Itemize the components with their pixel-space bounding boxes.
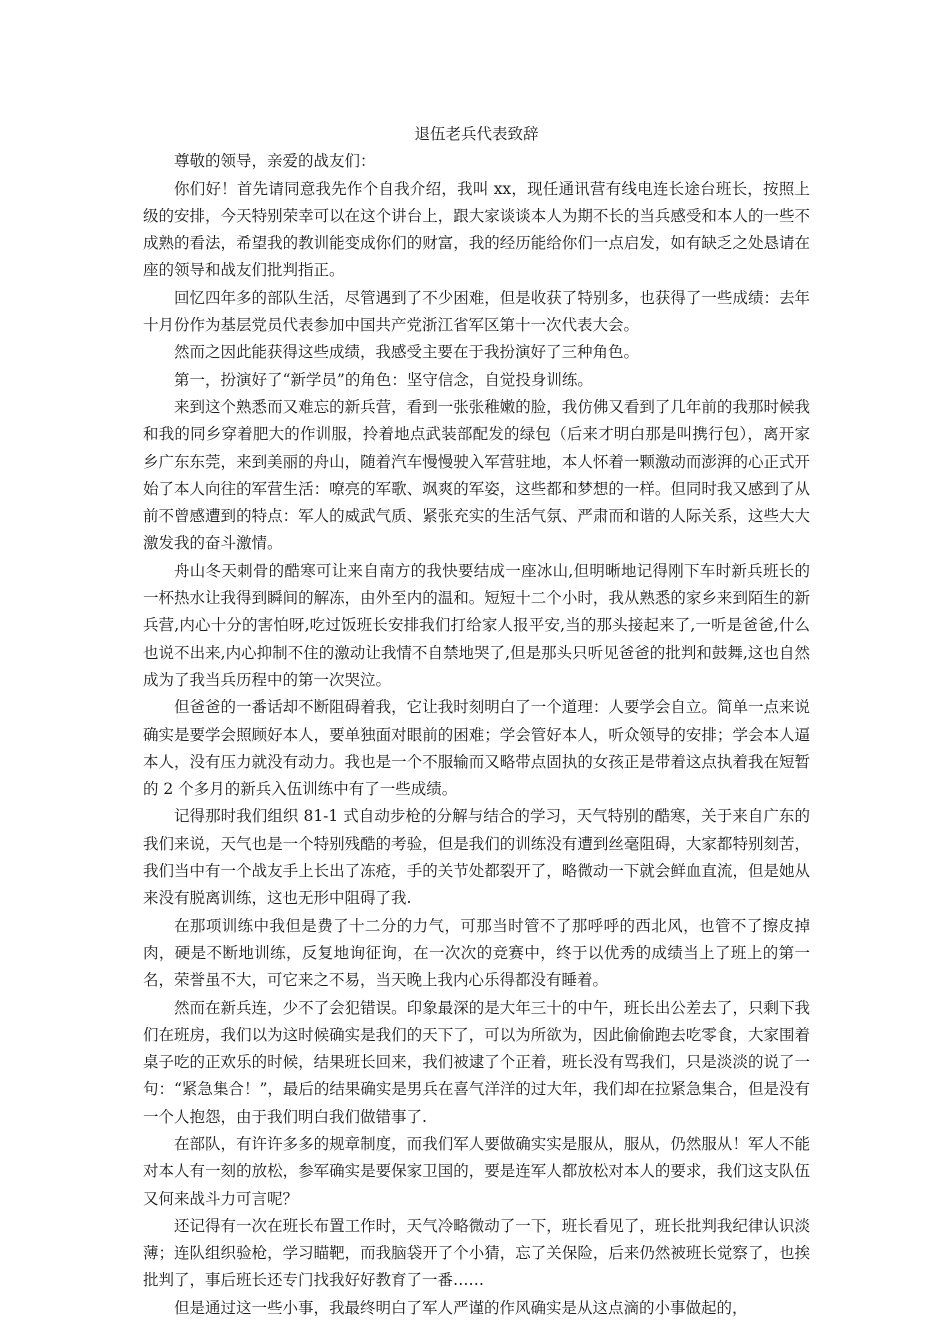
paragraph-5: 来到这个熟悉而又难忘的新兵营，看到一张张稚嫩的脸，我仿佛又看到了几年前的我那时候我和我的同乡穿着肥大的作训服，拎着地点武装部配发的绿包（后来才明白那是叫携行包），离开家乡广东东莞，来到美丽的舟山，随着汽车慢慢驶入军营驻地，本人怀着一颗激动而澎湃的心正式开始了本人向往的军营生活：嘹亮的军歌、飒爽的军姿，这些都和梦想的一样。但同时我又感到了从前不曾感遭到的特点：军人的威武气质、紧张充实的生活气氛、严肃而和谐的人际关系，这些大大激发我的奋斗激情。 xyxy=(143,397,810,553)
document-body xyxy=(143,121,810,1322)
paragraph-3: 然而之因此能获得这些成绩，我感受主要在于我扮演好了三种角色。 xyxy=(174,343,640,362)
paragraph-10: 然而在新兵连，少不了会犯错误。印象最深的是大年三十的中午，班长出公差去了，只剩下我们在班房，我们以为这时候确实是我们的天下了，可以为所欲为，因此偷偷跑去吃零食，大家围着桌子吃的正欢乐的时候，结果班长回来，我们被逮了个正着，班长没有骂我们，只是淡淡的说了一句：“紧急集合！”，最后的结果确实是男兵在喜气洋洋的过大年，我们却在拉紧急集合，但是没有一个人抱怨，由于我们明白我们做错事了. xyxy=(143,998,810,1126)
salutation: 尊敬的领导，亲爱的战友们： xyxy=(174,152,376,171)
paragraph-9: 在那项训练中我但是费了十二分的力气，可那当时管不了那呼呼的西北风，也管不了擦皮掉肉，硬是不断地训练，反复地询征询，在一次次的竞赛中，终于以优秀的成绩当上了班上的第一名，荣誉虽不大，可它来之不易，当天晚上我内心乐得都没有睡着。 xyxy=(143,916,810,990)
paragraph-8: 记得那时我们组织 81-1 式自动步枪的分解与结合的学习，天气特别的酷寒，关于来自广东的我们来说，天气也是一个特别残酷的考验，但是我们的训练没有遭到丝毫阻碍，大家都特别刻苦，我们当中有一个战友手上长出了冻疮，手的关节处都裂开了，略微动一下就会鲜血直流，但是她从来没有脱离训练，这也无形中阻碍了我. xyxy=(143,807,810,908)
paragraph-4: 第一，扮演好了“新学员”的角色：坚守信念，自觉投身训练。 xyxy=(174,370,593,389)
paragraph-1: 你们好！首先请同意我先作个自我介绍，我叫 xx，现任通讯营有线电连长途台班长，按照上级的安排，今天特别荣幸可以在这个讲台上，跟大家谈谈本人为期不长的当兵感受和本人的一些不成熟的看法，希望我的教训能变成你们的财富，我的经历能给你们一点启发，如有缺乏之处恳请在座的领导和战友们批判指正。 xyxy=(143,179,810,280)
paragraph-12: 还记得有一次在班长布置工作时，天气冷略微动了一下，班长看见了，班长批判我纪律认识淡薄；连队组织验枪，学习瞄靶，而我脑袋开了个小猜，忘了关保险，后来仍然被班长觉察了，也挨批判了，事后班长还专门找我好好教育了一番…… xyxy=(143,1216,810,1290)
paragraph-13: 但是通过这一些小事，我最终明白了军人严谨的作风确实是从这点滴的小事做起的， xyxy=(174,1298,748,1317)
document-title: 退伍老兵代表致辞 xyxy=(414,125,539,143)
paragraph-2: 回忆四年多的部队生活，尽管遇到了不少困难，但是收获了特别多，也获得了一些成绩：去年十月份作为基层党员代表参加中国共产党浙江省军区第十一次代表大会。 xyxy=(143,288,810,335)
paragraph-7: 但爸爸的一番话却不断阻碍着我，它让我时刻明白了一个道理：人要学会自立。简单一点来说确实是要学会照顾好本人，要单独面对眼前的困难；学会管好本人，听众领导的安排；学会本人逼本人，没有压力就没有动力。我也是一个不服输而又略带点固执的女孩正是带着这点执着我在短暂的 2 个多月的新兵入伍训练中有了一些成绩。 xyxy=(143,698,810,799)
paragraph-11: 在部队，有许许多多的规章制度，而我们军人要做确实实是服从，服从，仍然服从！军人不能对本人有一刻的放松，参军确实是要保家卫国的，要是连军人都放松对本人的要求，我们这支队伍又何来战斗力可言呢？ xyxy=(143,1134,810,1208)
paragraph-6: 舟山冬天刺骨的酷寒可让来自南方的我快要结成一座冰山,但明晰地记得刚下车时新兵班长的一杯热水让我得到瞬间的解冻，由外至内的温和。短短十二个小时，我从熟悉的家乡来到陌生的新兵营,内心十分的害怕呀,吃过饭班长安排我们打给家人报平安,当的那头接起来了,一听是爸爸,什么也说不出来,内心抑制不住的激动让我情不自禁地哭了,但是那头只听见爸爸的批判和鼓舞,这也自然成为了我当兵历程中的第一次哭泣。 xyxy=(143,561,810,689)
